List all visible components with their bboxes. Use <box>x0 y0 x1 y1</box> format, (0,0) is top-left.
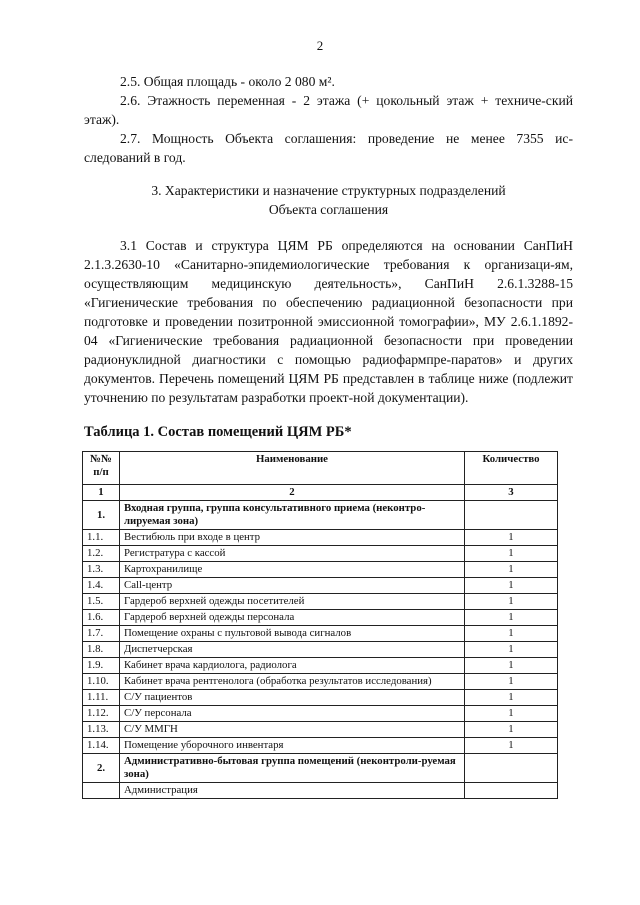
table-row <box>83 658 558 674</box>
row-name: Диспетчерская <box>120 642 465 658</box>
table-row <box>83 610 558 626</box>
row-num <box>83 783 120 799</box>
row-num: 1.6. <box>83 610 120 626</box>
row-name: С/У персонала <box>120 706 465 722</box>
row-name: Вестибюль при входе в центр <box>120 530 465 546</box>
column-index-3: 3 <box>465 485 558 501</box>
table-row <box>83 674 558 690</box>
row-num: 1.8. <box>83 642 120 658</box>
row-num: 1.9. <box>83 658 120 674</box>
row-qty <box>465 783 558 799</box>
row-num: 1.1. <box>83 530 120 546</box>
item-2-6: 2.6. Этажность переменная - 2 этажа (+ цокольный этаж + техниче-ский этаж). <box>84 93 573 127</box>
table-title: Таблица 1. Состав помещений ЦЯМ РБ* <box>84 424 352 440</box>
item-2-7: 2.7. Мощность Объекта соглашения: проведение не менее 7355 ис-следований в год. <box>84 131 573 165</box>
table-row <box>83 690 558 706</box>
row-num: 1.14. <box>83 738 120 754</box>
row-name: С/У пациентов <box>120 690 465 706</box>
row-qty: 1 <box>465 738 558 754</box>
row-name: Кабинет врача кардиолога, радиолога <box>120 658 465 674</box>
header-name: Наименование <box>120 452 465 485</box>
group-name: Входная группа, группа консультативного приема (неконтро-лируемая зона) <box>120 501 465 530</box>
row-num: 1.13. <box>83 722 120 738</box>
row-qty: 1 <box>465 562 558 578</box>
group-name: Административно-бытовая группа помещений (неконтроли-руемая зона) <box>120 754 465 783</box>
items-block <box>84 72 573 167</box>
row-name: Картохранилище <box>120 562 465 578</box>
group-num: 2. <box>83 754 120 783</box>
group-row-2 <box>83 754 558 783</box>
row-name: С/У ММГН <box>120 722 465 738</box>
row-name: Помещение охраны с пультовой вывода сигналов <box>120 626 465 642</box>
row-num: 1.7. <box>83 626 120 642</box>
row-qty: 1 <box>465 578 558 594</box>
row-num: 1.5. <box>83 594 120 610</box>
table-row <box>83 530 558 546</box>
row-qty: 1 <box>465 642 558 658</box>
group-row-1 <box>83 501 558 530</box>
row-qty: 1 <box>465 706 558 722</box>
row-qty: 1 <box>465 690 558 706</box>
table-row <box>83 546 558 562</box>
row-name: Гардероб верхней одежды персонала <box>120 610 465 626</box>
row-name: Помещение уборочного инвентаря <box>120 738 465 754</box>
paragraph-3-1: 3.1 Состав и структура ЦЯМ РБ определяются на основании СанПиН 2.1.3.2630-10 «Санитарно-эпидемиологические требования к организаци-ям, осуществляющим медицинскую деятельность», СанПиН 2.6.1.3288-15 «Гигиенические требования по обеспечению радиационной безопасности при подготовке и проведении позитронной эмиссионной томографии», МУ 2.6.1.1892-04 «Гигиенические требования радиационной безопасности при проведении радионуклидной диагностики с помощью радиофармпре-паратов» и других документов. Перечень помещений ЦЯМ РБ представлен в таблице ниже (подлежит уточнению по результатам разработки проект-ной документации). <box>84 238 573 405</box>
table-header-row <box>83 452 558 485</box>
table-row <box>83 783 558 799</box>
row-name: Кабинет врача рентгенолога (обработка результатов исследования) <box>120 674 465 690</box>
group-qty <box>465 501 558 530</box>
row-name: Гардероб верхней одежды посетителей <box>120 594 465 610</box>
page-number: 2 <box>316 38 324 53</box>
column-index-row <box>83 485 558 501</box>
row-name: Регистратура с кассой <box>120 546 465 562</box>
section-heading <box>84 181 573 219</box>
row-num: 1.10. <box>83 674 120 690</box>
row-num: 1.4. <box>83 578 120 594</box>
group-qty <box>465 754 558 783</box>
table-row <box>83 578 558 594</box>
row-qty: 1 <box>465 674 558 690</box>
row-name: Администрация <box>120 783 465 799</box>
row-qty: 1 <box>465 610 558 626</box>
header-qty: Количество <box>465 452 558 485</box>
section-heading-line2: Объекта соглашения <box>268 202 389 217</box>
row-num: 1.12. <box>83 706 120 722</box>
table-row <box>83 738 558 754</box>
table-row <box>83 626 558 642</box>
table-row <box>83 722 558 738</box>
table-row <box>83 706 558 722</box>
row-qty: 1 <box>465 722 558 738</box>
section-heading-line1: 3. Характеристики и назначение структурных подразделений <box>151 183 506 198</box>
group-num: 1. <box>83 501 120 530</box>
row-qty: 1 <box>465 546 558 562</box>
column-index-1: 1 <box>83 485 120 501</box>
row-num: 1.3. <box>83 562 120 578</box>
row-qty: 1 <box>465 658 558 674</box>
table-row <box>83 594 558 610</box>
table-row <box>83 562 558 578</box>
row-num: 1.2. <box>83 546 120 562</box>
paragraph-block <box>84 236 573 407</box>
row-num: 1.11. <box>83 690 120 706</box>
column-index-2: 2 <box>120 485 465 501</box>
row-qty: 1 <box>465 530 558 546</box>
row-qty: 1 <box>465 594 558 610</box>
row-qty: 1 <box>465 626 558 642</box>
rooms-table <box>82 451 558 799</box>
item-2-5: 2.5. Общая площадь - около 2 080 м². <box>120 74 335 89</box>
table-row <box>83 642 558 658</box>
header-num: №№ п/п <box>83 452 120 485</box>
row-name: Call-центр <box>120 578 465 594</box>
